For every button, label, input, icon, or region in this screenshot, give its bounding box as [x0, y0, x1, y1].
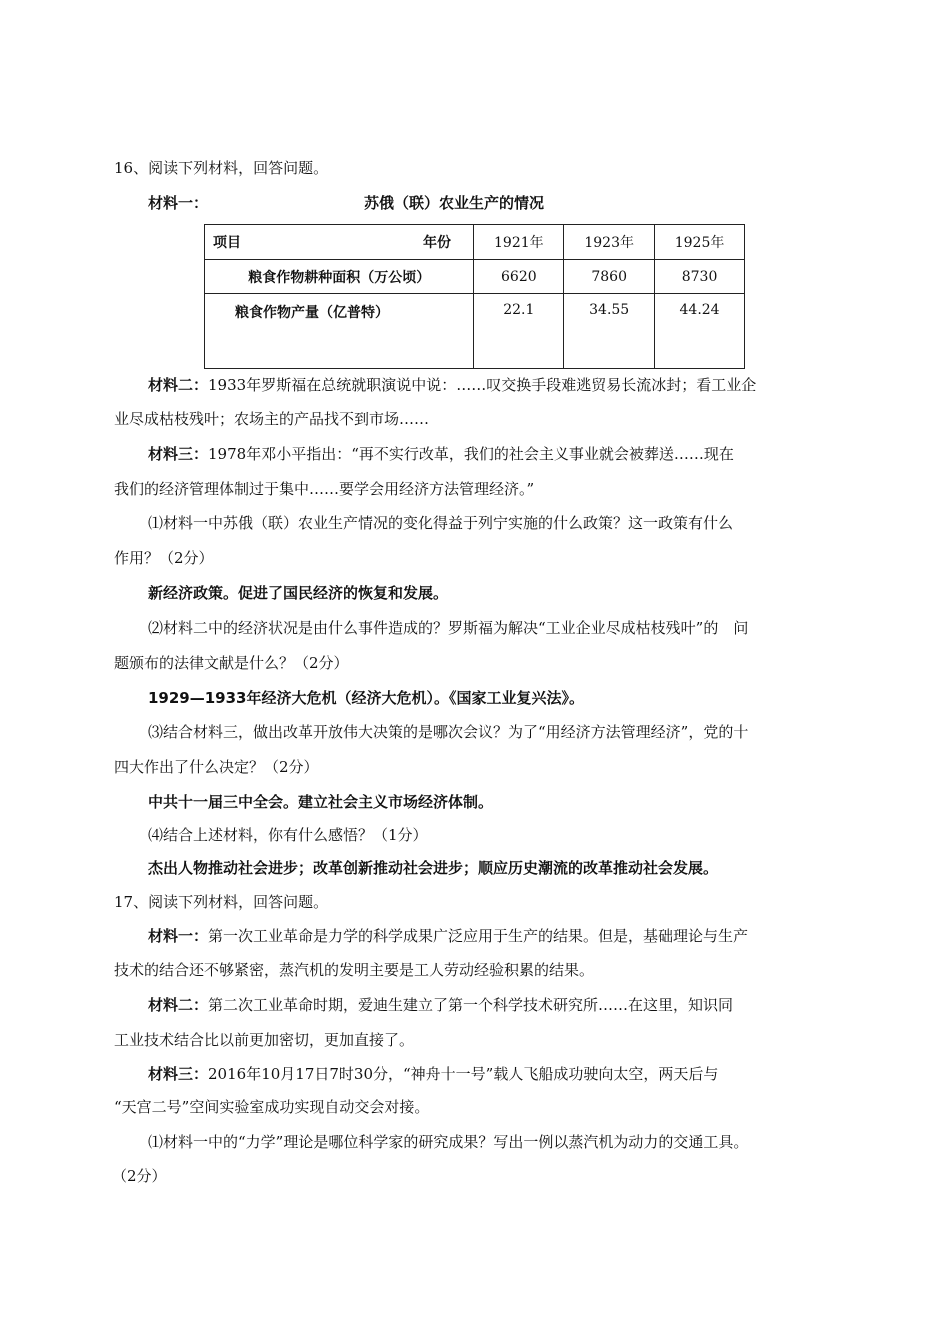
q17-material3-line1 — [148, 1064, 718, 1084]
year-header: 1921年 — [474, 225, 564, 260]
corner-year-label: 年份 — [423, 235, 451, 251]
q17-material1-line2: 技术的结合还不够紧密，蒸汽机的发明主要是工人劳动经验积累的结果。 — [114, 961, 595, 979]
q16-material3-line2: 我们的经济管理体制过于集中……要学会用经济方法管理经济。” — [114, 480, 535, 498]
q17-heading: 17、阅读下列材料，回答问题。 — [114, 893, 329, 911]
q17-material3-line2: “天宫二号”空间实验室成功实现自动交会对接。 — [114, 1098, 430, 1116]
agriculture-table — [204, 224, 745, 369]
q16-material2-line1 — [148, 375, 756, 395]
q16-q3-line2: 四大作出了什么决定？（2分） — [114, 758, 319, 776]
material2-text: 1933年罗斯福在总统就职演说中说：……叹交换手段难逃贸易长流冰封；看工业企 — [208, 376, 757, 394]
q17-material1-text: 第一次工业革命是力学的科学成果广泛应用于生产的结果。但是，基础理论与生产 — [208, 927, 749, 945]
q17-material2-label: 材料二： — [148, 996, 209, 1014]
material2-label: 材料二： — [148, 376, 209, 394]
table-corner-cell — [205, 225, 474, 260]
table-title: 苏俄（联）农业生产的情况 — [364, 194, 545, 212]
material3-label: 材料三： — [148, 445, 209, 463]
q17-material2-line2: 工业技术结合比以前更加密切，更加直接了。 — [114, 1031, 415, 1049]
q16-q2-line2: 题颁布的法律文献是什么？（2分） — [114, 654, 349, 672]
table-cell: 7860 — [564, 260, 655, 294]
table-cell: 6620 — [474, 260, 564, 294]
q17-material1-line1 — [148, 926, 748, 946]
table-cell: 22.1 — [474, 294, 564, 369]
row-label-area: 粮食作物耕种面积（万公顷） — [205, 260, 474, 294]
q16-q4-answer: 杰出人物推动社会进步；改革创新推动社会进步；顺应历史潮流的改革推动社会发展。 — [148, 859, 719, 877]
material3-text: 1978年邓小平指出：“再不实行改革，我们的社会主义事业就会被葬送……现在 — [208, 445, 734, 463]
year-header: 1923年 — [564, 225, 655, 260]
q17-q1-line1: ⑴材料一中的“力学”理论是哪位科学家的研究成果？写出一例以蒸汽机为动力的交通工具。 — [148, 1133, 749, 1151]
q16-q1-line1: ⑴材料一中苏俄（联）农业生产情况的变化得益于列宁实施的什么政策？这一政策有什么 — [148, 514, 734, 532]
corner-item-label: 项目 — [213, 235, 241, 251]
q16-q1-line2: 作用？（2分） — [114, 549, 214, 567]
q17-material3-label: 材料三： — [148, 1065, 209, 1083]
q17-material2-text: 第二次工业革命时期，爱迪生建立了第一个科学技术研究所……在这里，知识同 — [208, 996, 734, 1014]
q16-material2-line2: 业尽成枯枝残叶；农场主的产品找不到市场…… — [114, 410, 430, 428]
q16-q3-answer: 中共十一届三中全会。建立社会主义市场经济体制。 — [148, 793, 494, 811]
table-cell: 8730 — [655, 260, 745, 294]
row-label-output: 粮食作物产量（亿普特） — [205, 294, 474, 369]
q16-q2-line1: ⑵材料二中的经济状况是由什么事件造成的？罗斯福为解决“工业企业尽成枯枝残叶”的 问 — [148, 619, 749, 637]
q17-material1-label: 材料一： — [148, 927, 209, 945]
table-cell: 44.24 — [655, 294, 745, 369]
q16-q4-line1: ⑷结合上述材料，你有什么感悟？（1分） — [148, 826, 428, 844]
q16-heading: 16、阅读下列材料，回答问题。 — [114, 159, 329, 177]
q17-material2-line1 — [148, 995, 733, 1015]
q16-q2-answer: 1929—1933年经济大危机（经济大危机）。《国家工业复兴法》。 — [148, 689, 584, 707]
q17-q1-line2: （2分） — [112, 1167, 167, 1185]
q16-q3-line1: ⑶结合材料三，做出改革开放伟大决策的是哪次会议？为了“用经济方法管理经济”，党的十 — [148, 723, 749, 741]
table-cell: 34.55 — [564, 294, 655, 369]
q16-q1-answer: 新经济政策。促进了国民经济的恢复和发展。 — [148, 584, 449, 602]
q16-material3-line1 — [148, 444, 734, 464]
q17-material3-text: 2016年10月17日7时30分，“神舟十一号”载人飞船成功驶向太空，两天后与 — [208, 1065, 719, 1083]
year-header: 1925年 — [655, 225, 745, 260]
q16-material1-label: 材料一： — [148, 194, 209, 212]
